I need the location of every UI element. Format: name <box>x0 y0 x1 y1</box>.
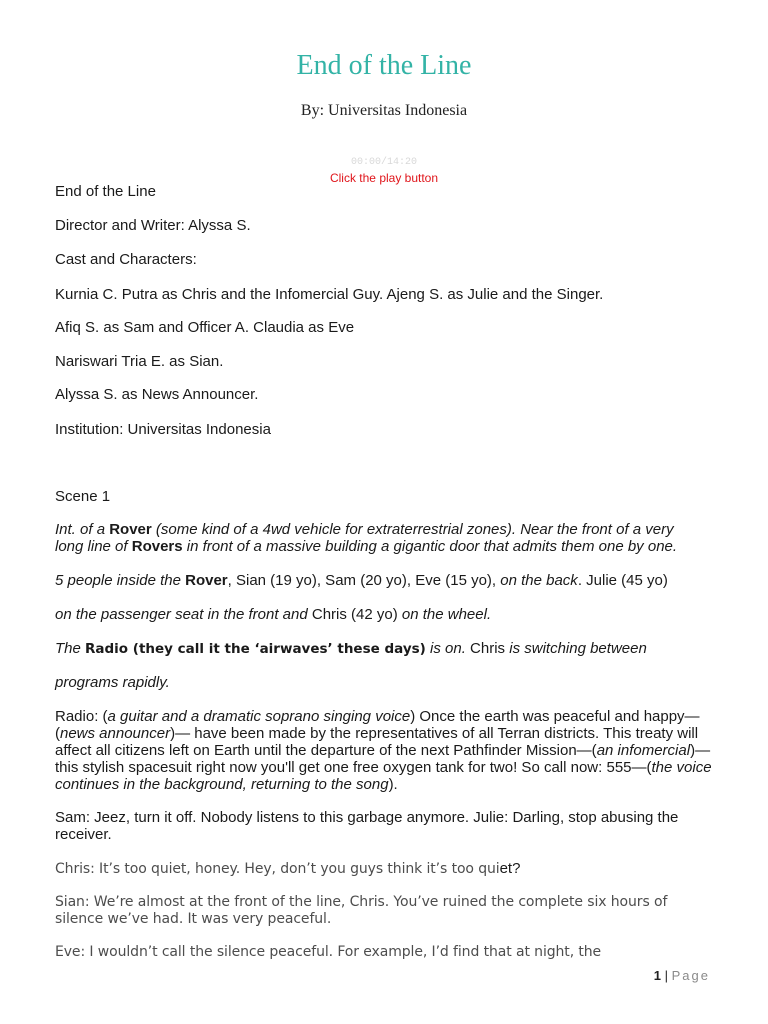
credits-cast-line: Nariswari Tria E. as Sian. <box>55 353 224 370</box>
credits-title: End of the Line <box>55 183 156 200</box>
credits-cast-line: Afiq S. as Sam and Officer A. Claudia as Eve <box>55 319 355 336</box>
dialogue-sian: Sian: We’re almost at the front of the line, Chris. You’ve ruined the complete six hours of silence we’ve had. It was very peaceful. <box>55 894 668 927</box>
stage-direction: Int. of a Rover (some kind of a 4wd vehicle for extraterrestrial zones). Near the front of a very <box>55 521 674 538</box>
page-label: Page <box>671 968 710 983</box>
audio-player-time[interactable]: 00:00/14:20 <box>350 157 417 168</box>
credits-director: Director and Writer: Alyssa S. <box>55 217 251 234</box>
radio-dialogue: Radio: (a guitar and a dramatic soprano singing voice) Once the earth was peaceful and happy—(news announcer)— have been made by the representatives of all Terran districts. This treaty will affect all citizens left on Earth until the departure of the next Pathfinder Mission—(an infomercial)—this stylish spacesuit right now you'll get one free oxygen tank for two! So call now: 555—(the voice continues in the background, returning to the song). <box>55 708 712 793</box>
document-title: End of the Line <box>296 50 472 81</box>
play-button-hint[interactable]: Click the play button <box>329 171 439 185</box>
credits-cast-line: Kurnia C. Putra as Chris and the Infomercial Guy. Ajeng S. as Julie and the Singer. <box>55 286 604 303</box>
page-footer <box>654 968 710 983</box>
stage-direction: The Radio (they call it the ‘airwaves’ these days) is on. Chris is switching between <box>55 640 647 657</box>
credits-cast-heading: Cast and Characters: <box>55 251 197 268</box>
stage-direction: programs rapidly. <box>55 674 170 691</box>
dialogue-chris: Chris: It’s too quiet, honey. Hey, don’t you guys think it’s too quiet? <box>55 860 521 877</box>
dialogue-eve: Eve: I wouldn’t call the silence peaceful. For example, I’d find that at night, the <box>55 944 602 960</box>
stage-direction: on the passenger seat in the front and Chris (42 yo) on the wheel. <box>55 606 492 623</box>
stage-direction: 5 people inside the Rover, Sian (19 yo), Sam (20 yo), Eve (15 yo), on the back. Julie (45 yo) <box>55 572 668 589</box>
stage-direction: long line of Rovers in front of a massive building a gigantic door that admits them one by one. <box>55 538 678 555</box>
dialogue-sam-julie: Sam: Jeez, turn it off. Nobody listens to this garbage anymore. Julie: Darling, stop abusing the receiver. <box>55 809 679 843</box>
byline: By: Universitas Indonesia <box>300 102 468 119</box>
credits-institution: Institution: Universitas Indonesia <box>55 421 271 438</box>
credits-cast-line: Alyssa S. as News Announcer. <box>55 386 259 403</box>
page-number: 1 <box>653 968 662 983</box>
page-separator: | <box>661 968 672 983</box>
scene-heading: Scene 1 <box>55 488 111 505</box>
